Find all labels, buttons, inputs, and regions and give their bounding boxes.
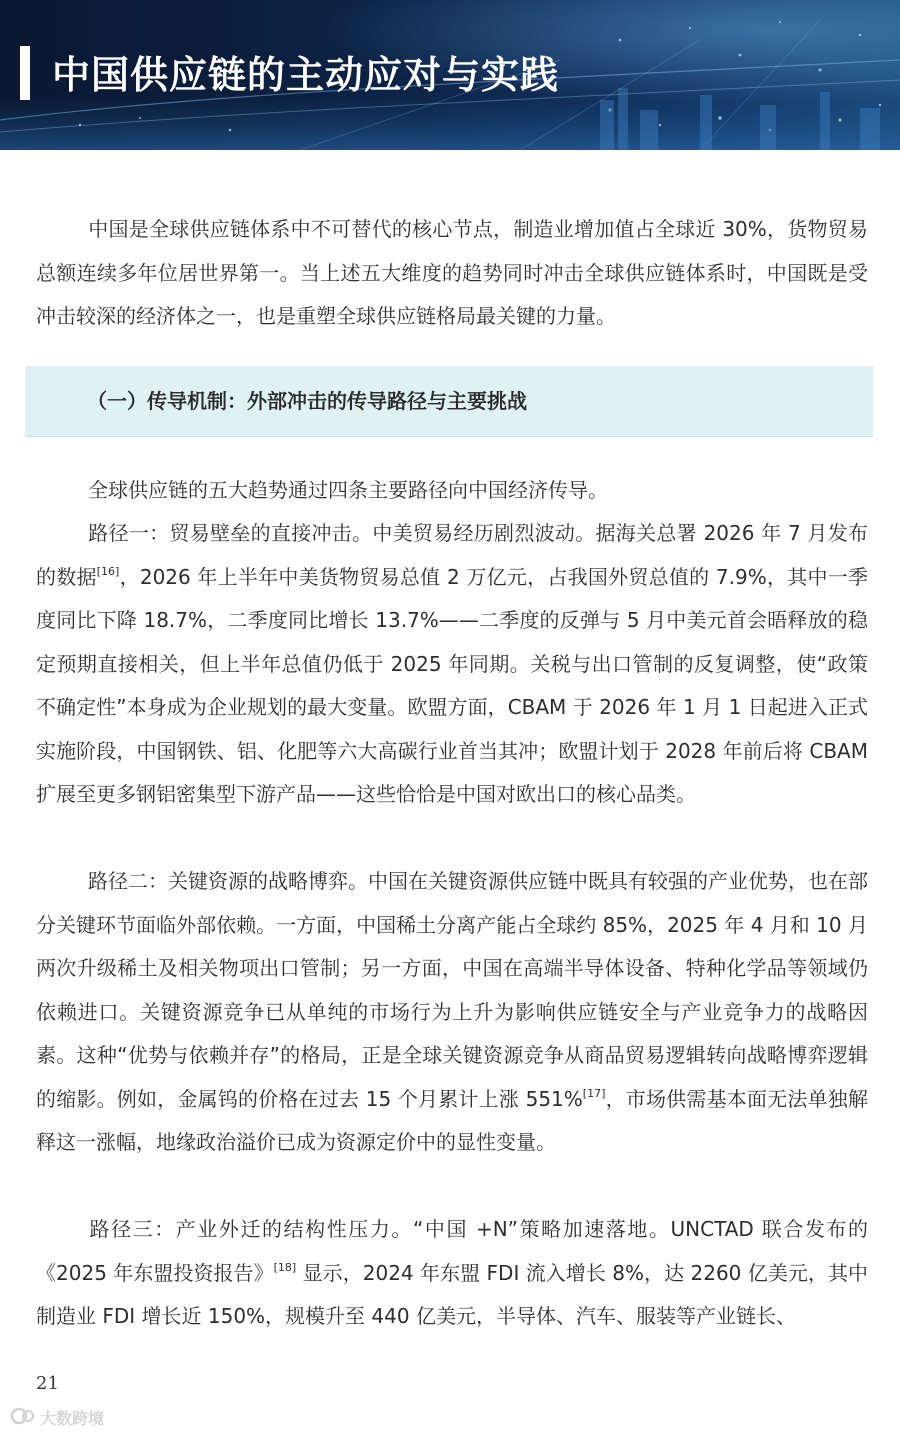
path1-text-a: 路径一：贸易壁垒的直接冲击。中美贸易经历剧烈波动。据海关总署 2026 年 7 月发布的数据 — [36, 521, 868, 589]
path2-text-a: 路径二：关键资源的战略博弈。中国在关键资源供应链中既具有较强的产业优势，也在部分关键环节面临外部依赖。一方面，中国稀土分离产能占全球约 85%，2025 年 4 月和 10 月两次升级稀土及相关物项出口管制；另一方面，中国在高端半导体设备、特种化学品等领域仍依赖进口。关键资源竞争已从单纯的市场行为上升为影响供应链安全与产业竞争力的战略因素。这种“优势与依赖并存”的格局，正是全球关键资源竞争从商品贸易逻辑转向战略博弈逻辑的缩影。例如，金属钨的价格在过去 15 个月累计上涨 551% — [36, 869, 868, 1111]
section-heading: （一）传导机制：外部冲击的传导路径与主要挑战 — [87, 389, 527, 413]
header-banner — [0, 0, 900, 150]
watermark-logo-icon — [10, 1406, 36, 1433]
lead-text: 全球供应链的五大趋势通过四条主要路径向中国经济传导。 — [88, 478, 608, 502]
watermark-text: 大数跨境 — [40, 1409, 105, 1428]
watermark — [10, 1406, 104, 1430]
path1-text-b: ，2026 年上半年中美货物贸易总值 2 万亿元，占我国外贸总值的 7.9%，其中一季度同比下降 18.7%，二季度同比增长 13.7%——二季度的反弹与 5 月中美元首会晤释放的稳定预期直接相关，但上半年总值仍低于 2025 年同期。关税与出口管制的反复调整，使“政策不确定性”本身成为企业规划的最大变量。欧盟方面，CBAM 于 2026 年 1 月 1 日起进入正式实施阶段，中国钢铁、铝、化肥等六大高碳行业首当其冲；欧盟计划于 2028 年前后将 CBAM 扩展至更多钢铝密集型下游产品——这些恰恰是中国对欧出口的核心品类。 — [36, 564, 869, 806]
banner-bar — [20, 46, 30, 100]
intro-paragraph — [36, 208, 868, 339]
citation-16[interactable]: [16] — [96, 564, 120, 578]
citation-17[interactable]: [17] — [582, 1086, 606, 1100]
path2-paragraph — [36, 860, 868, 1165]
section-heading-box — [25, 366, 873, 437]
path3-text-a: 路径三：产业外迁的结构性压力。“中国 +N”策略加速落地。UNCTAD 联合发布的《2025 年东盟投资报告》 — [36, 1217, 868, 1285]
path3-text-b: 显示，2024 年东盟 FDI 流入增长 8%，达 2260 亿美元，其中制造业 FDI 增长近 150%，规模升至 440 亿美元，半导体、汽车、服装等产业链长、 — [36, 1260, 868, 1328]
page-title: 中国供应链的主动应对与实践 — [52, 53, 560, 97]
lead-paragraph — [36, 469, 868, 513]
citation-18[interactable]: [18] — [273, 1260, 297, 1274]
page-number: 21 — [36, 1373, 59, 1394]
path3-paragraph — [36, 1208, 868, 1339]
intro-text: 中国是全球供应链体系中不可替代的核心节点，制造业增加值占全球近 30%，货物贸易总额连续多年位居世界第一。当上述五大维度的趋势同时冲击全球供应链体系时，中国既是受冲击较深的经济体之一，也是重塑全球供应链格局最关键的力量。 — [36, 217, 868, 328]
path2-text-b: ，市场供需基本面无法单独解释这一涨幅，地缘政治溢价已成为资源定价中的显性变量。 — [36, 1086, 869, 1154]
path1-paragraph — [36, 512, 868, 817]
